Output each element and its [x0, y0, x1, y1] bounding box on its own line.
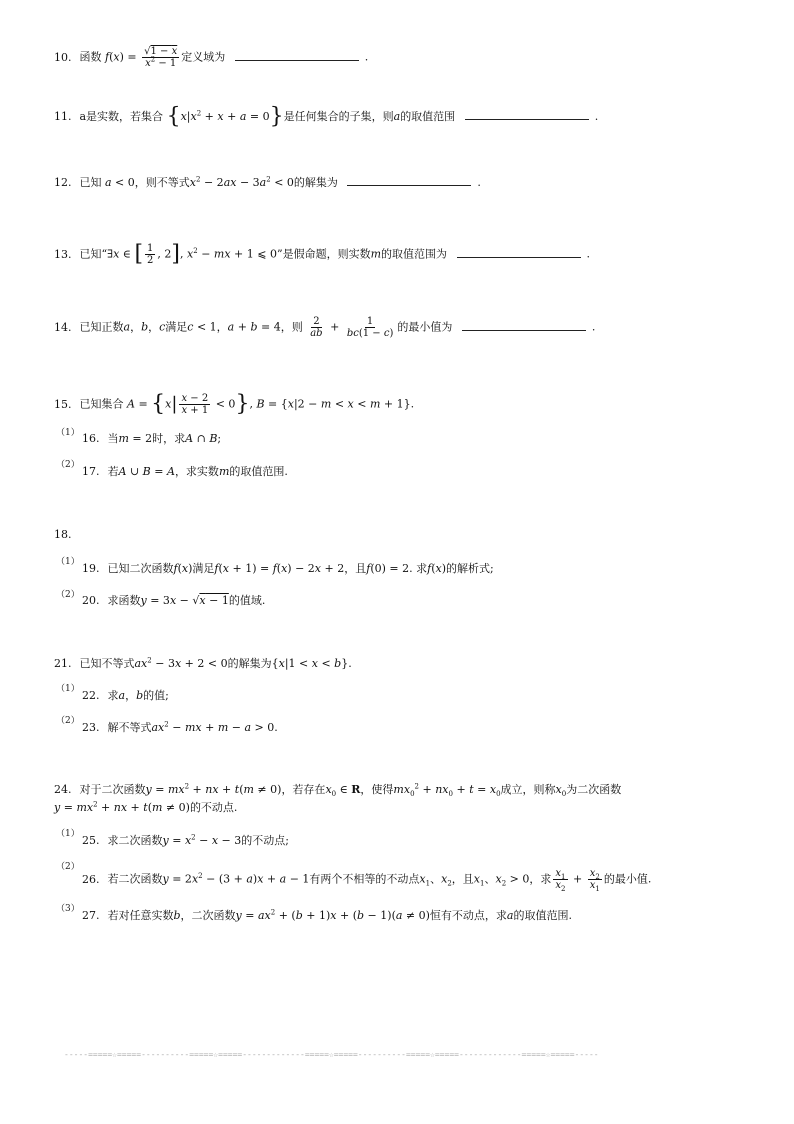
answer-blank[interactable] — [347, 176, 471, 186]
question-18 — [54, 528, 72, 542]
question-text: a是实数，若集合 — [79, 110, 164, 123]
question-24-line-2: $y = mx^2$ + nx + t(m ≠ 0)的不动点. — [54, 800, 238, 814]
question-number: 11. — [54, 110, 72, 123]
sub-label: （3） — [56, 904, 80, 914]
sub-label: （2） — [56, 460, 80, 470]
question-number: 13. — [54, 247, 72, 261]
question-number: 10. — [54, 50, 72, 64]
fraction: $\frac{√1 - x}{x^2 - 1}$ — [144, 46, 178, 69]
question-text: 是任何集合的子集，则 — [283, 110, 394, 123]
question-15: 15. 已知集合 A = {x| $\frac{x - 2}{x + 1}$ < 0}, B = {x|2 − m < x < m + 1}. — [54, 391, 415, 417]
question-24: 24. 对于二次函数$y = mx^2$ + nx + t(m ≠ 0)，若存在$x_0$ ∈ R，使得$mx_0^2 + nx_0 + t = x_0$成立，则称$x_0$为二次函数 — [54, 782, 622, 799]
question-number: 24. — [54, 783, 72, 796]
question-17: 17. 若A ∪ B = A，求实数m的取值范围. — [82, 465, 288, 478]
question-13: 13. 已知“∃x ∈ [ $\frac{1}{2}$ , 2], $x^2$ − mx + 1 ⩽ 0”是假命题，则实数m的取值范围为 . — [54, 241, 591, 267]
question-22: 22. 求a，b的值; — [82, 689, 169, 702]
sub-label: （2） — [56, 862, 80, 872]
question-number: 18. — [54, 528, 72, 541]
answer-blank[interactable] — [462, 321, 586, 331]
question-14: 14. 已知正数a，b，c满足c < 1，a + b = 4，则 $\frac{2}{ab}$ + $\frac{1}{bc(1 - c)}$ 的最小值为 . — [54, 316, 596, 339]
question-27: 27. 若对任意实数b，二次函数$y = ax^2 + (b + 1)x + (b - 1)(a \ne 0)$恒有不动点，求a的取值范围. — [82, 908, 572, 922]
answer-blank[interactable] — [457, 248, 581, 258]
page-footer-divider: -----=====☆=====----------=====☆=====-------------=====☆=====----------=====☆=====-------------=====☆=====----- — [64, 1050, 599, 1059]
question-21: 21. 已知不等式$ax^2 - 3x + 2 < 0$的解集为{x|1 < x < b}. — [54, 656, 352, 670]
question-12: 12. 已知 a < 0，则不等式$x^2 - 2ax - 3a^2 < 0$的解集为 . — [54, 175, 481, 189]
answer-blank[interactable] — [235, 51, 359, 61]
question-16: 16. 当m = 2时，求A ∩ B; — [82, 432, 222, 445]
question-number: 21. — [54, 657, 72, 670]
sub-label: （1） — [56, 557, 80, 567]
sub-label: （1） — [56, 428, 80, 438]
question-11: 11. a是实数，若集合 $\{x|x^2 + x + a = 0\}$是任何集合的子集，则a的取值范围 . — [54, 104, 599, 129]
sub-label: （1） — [56, 684, 80, 694]
question-number: 15. — [54, 397, 72, 411]
question-text: 已知 — [79, 176, 102, 189]
question-20: 20. 求函数y = 3x − √x − 1的值域. — [82, 594, 266, 607]
question-19: 19. 已知二次函数f(x)满足f(x + 1) = f(x) − 2x + 2，且f(0) = 2. 求f(x)的解析式; — [82, 562, 494, 575]
answer-blank[interactable] — [465, 110, 589, 120]
sub-label: （1） — [56, 829, 80, 839]
question-text: 定义域为 — [181, 50, 226, 64]
sub-label: （2） — [56, 716, 80, 726]
question-23: 23. 解不等式$ax^2$ − mx + m − a > 0. — [82, 720, 278, 734]
question-number: 14. — [54, 320, 72, 334]
question-26: 26. 若二次函数$y = 2x^2 - (3 + a)x + a - 1$有两个不相等的不动点$x_1$、$x_2$，且$x_1$、$x_2 > 0$，求 $\frac{x_1}{x_2}$ + $\frac{x_2}{x_1}$ 的最小值. — [82, 868, 652, 893]
question-25: 25. 求二次函数$y = x^2 - x - 3$的不动点; — [82, 833, 289, 847]
question-number: 12. — [54, 176, 72, 189]
question-text: 函数 — [79, 50, 102, 64]
sub-label: （2） — [56, 590, 80, 600]
question-10: 10. 函数 f(x) = $\frac{√1 - x}{x^2 - 1}$ 定义域为 . — [54, 46, 369, 69]
